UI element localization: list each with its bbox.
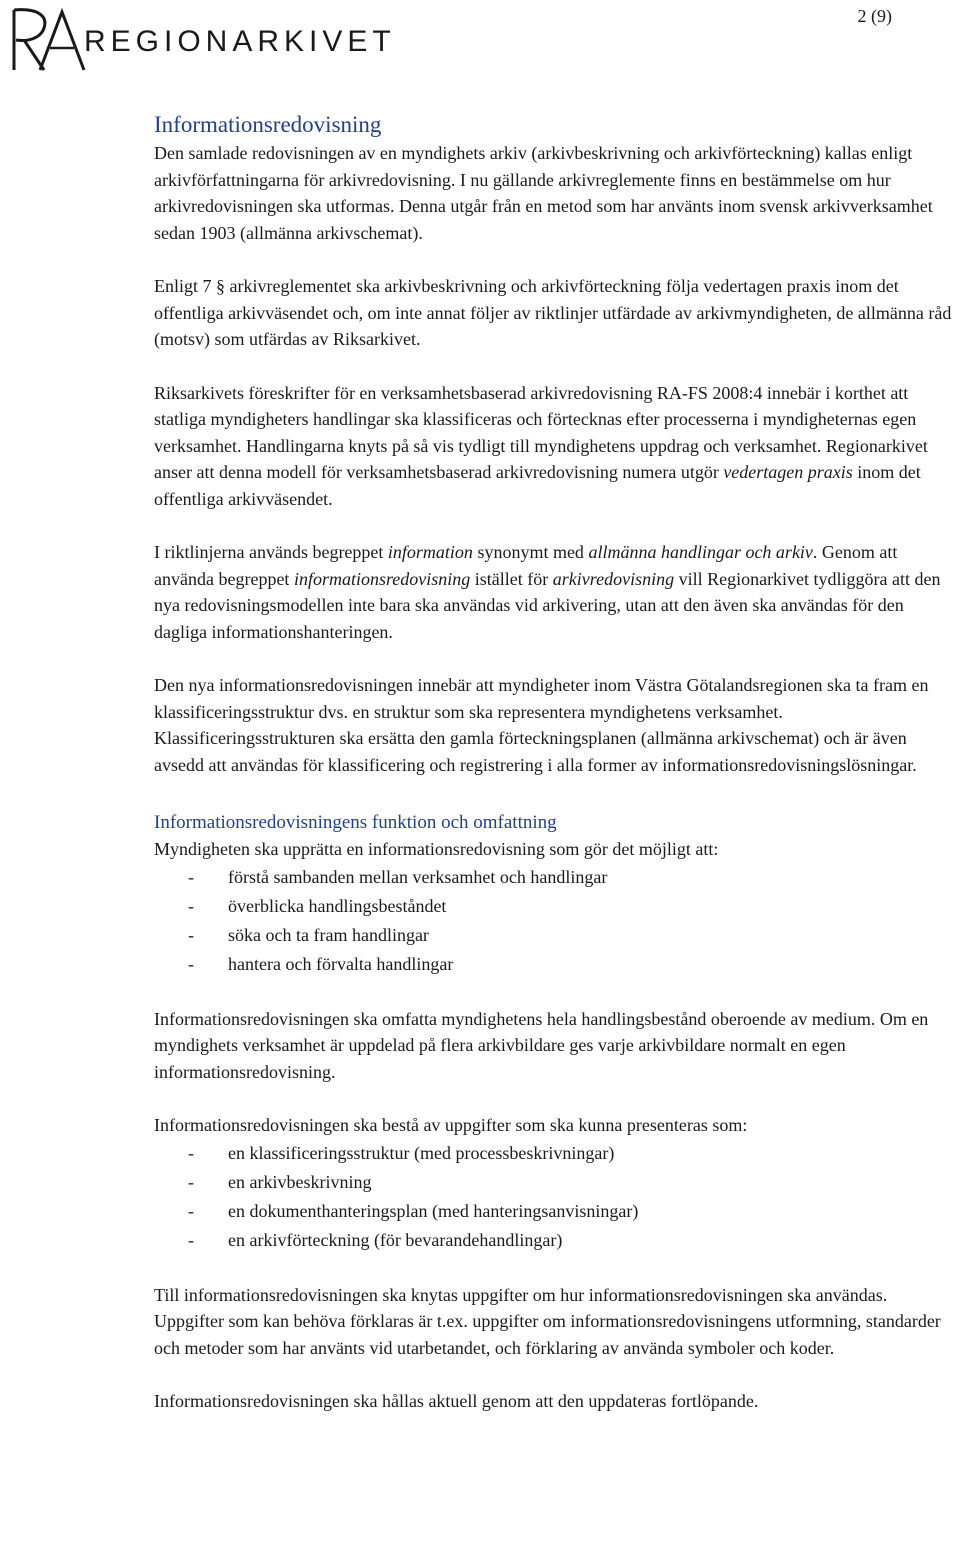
paragraph-omfattning: Informationsredovisningen ska omfatta myndighetens hela handlingsbestånd oberoende av medium. Om en myndighets verksamhet är uppdelad på flera arkivbildare ges varje arkivbildare normalt en egen informationsredovisning.: [154, 1008, 929, 1082]
list-item: - hantera och förvalta handlingar: [154, 950, 954, 979]
list-item: - söka och ta fram handlingar: [154, 921, 954, 950]
page-number: 2 (9): [857, 6, 892, 26]
logo-wordmark: REGIONARKIVET: [84, 25, 396, 58]
emphasis-text: allmänna handlingar och arkiv: [588, 542, 813, 562]
emphasis-text: vedertagen praxis: [723, 462, 853, 482]
paragraph-aktuell: Informationsredovisningen ska hållas aktuell genom att den uppdateras fortlöpande.: [154, 1391, 759, 1411]
paragraph-arkivreglemente: Enligt 7 § arkivreglementet ska arkivbeskrivning och arkivförteckning följa vedertagen praxis inom det offentliga arkivväsendet och, om inte annat följer av riktlinjer utfärdade av arkivmyndigheten, de allmänna råd (motsv) som utfärdas av Riksarkivet.: [154, 276, 952, 349]
paragraph-uppgifter: Till informationsredovisningen ska knytas uppgifter om hur informationsredovisningen ska användas. Uppgifter som kan behöva förklaras är t.ex. uppgifter om informationsredovisningens utformning, standarder och metoder som har använts vid utarbetandet, och förklaring av använda symboler och koder.: [154, 1284, 941, 1358]
components-list: [154, 1139, 954, 1255]
list-item: - överblicka handlingsbeståndet: [154, 892, 954, 921]
emphasis-text: arkivredovisning: [552, 568, 675, 589]
paragraph-intro: Den samlade redovisningen av en myndighets arkiv (arkivbeskrivning och arkivförteckning) kallas enligt arkivförfattningarna för arkivredovisning. I nu gällande arkivreglemente finns en bestämmelse om hur arkivredovisningen ska utformas. Denna utgår från en metod som har använts inom svensk arkivverksamhet sedan 1903 (allmänna arkivschemat).: [154, 143, 933, 243]
paragraph-riktlinjer: I riktlinjerna används begreppet information synonymt med allmänna handlingar och arkiv. Genom att använda begreppet informationsredovisning istället för arkivredovisning vill Regionarkivet tydliggöra att den nya redovisningsmodellen inte bara ska användas vid arkivering, utan att den även ska användas för den dagliga informationshanteringen.: [154, 542, 941, 642]
list-item: - en dokumenthanteringsplan (med hanteringsanvisningar): [154, 1197, 954, 1226]
paragraph-ny-redovisning: Den nya informationsredovisningen innebär att myndigheter inom Västra Götalandsregionen ska ta fram en klassificeringsstruktur dvs. en struktur som ska representera myndighetens verksamhet. Klassificeringsstrukturen ska ersätta den gamla förteckningsplanen (allmänna arkivschemat) och är även avsedd att användas för klassificering och registrering i alla former av informationsredovisningslösningar.: [154, 675, 929, 775]
paragraph-list-intro: Myndigheten ska upprätta en informationsredovisning som gör det möjligt att:: [154, 839, 719, 859]
paragraph-bestar-av: Informationsredovisningen ska bestå av uppgifter som ska kunna presenteras som:: [154, 1115, 748, 1135]
ra-logo-icon: [4, 2, 90, 76]
list-item: - förstå sambanden mellan verksamhet och handlingar: [154, 863, 954, 892]
paragraph-riksarkivet: Riksarkivets föreskrifter för en verksamhetsbaserad arkivredovisning RA-FS 2008:4 innebär i korthet att statliga myndigheters handlingar ska klassificeras och förtecknas efter processerna i myndigheternas egen verksamhet. Handlingarna knyts på så vis tydligt till myndighetens uppdrag och verksamhet. Regionarkivet anser att denna modell för verksamhetsbaserad arkivredovisning numera utgör vedertagen praxis inom det offentliga arkivväsendet.: [154, 382, 928, 509]
document-body: [154, 110, 954, 1415]
section-title-informationsredovisning: Informationsredovisning: [154, 112, 382, 137]
emphasis-text: information: [387, 542, 473, 562]
list-item: - en arkivförteckning (för bevarandehandlingar): [154, 1226, 954, 1255]
list-item: - en arkivbeskrivning: [154, 1168, 954, 1197]
list-item: - en klassificeringsstruktur (med processbeskrivningar): [154, 1139, 954, 1168]
regionarkivet-logo: [4, 2, 396, 76]
page-header: [0, 0, 960, 80]
emphasis-text: informationsredovisning: [293, 568, 471, 589]
section-title-funktion: Informationsredovisningens funktion och omfattning: [154, 812, 557, 833]
purpose-list: [154, 863, 954, 979]
